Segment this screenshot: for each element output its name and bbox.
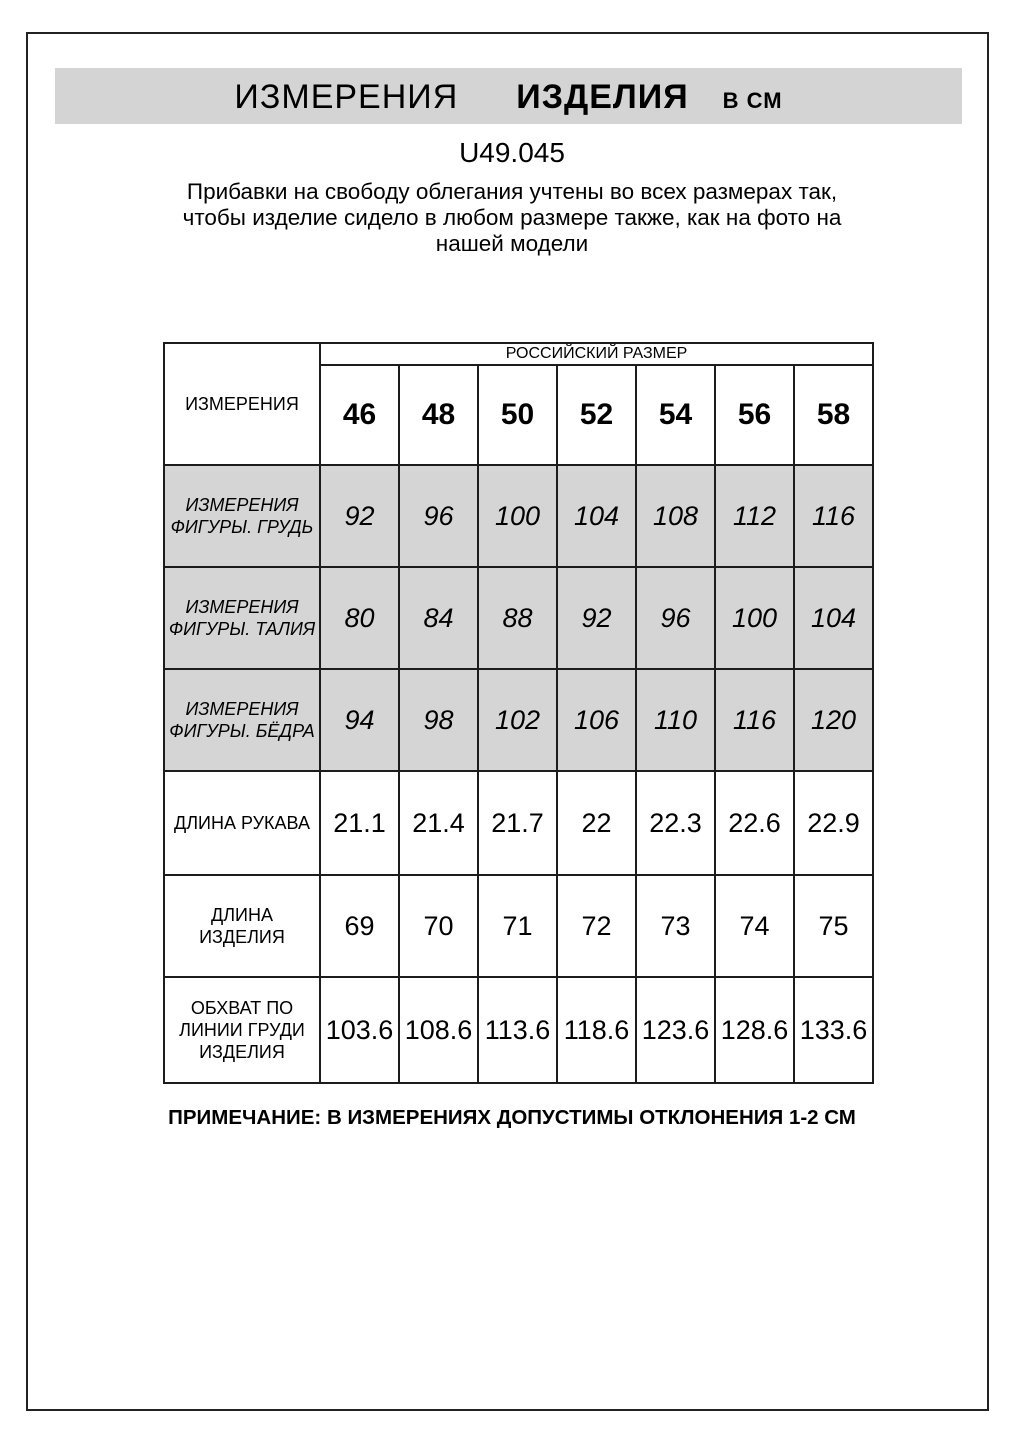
russian-size-header: РОССИЙСКИЙ РАЗМЕР — [320, 343, 873, 365]
size-table — [163, 342, 874, 1084]
title-unit: В СМ — [722, 88, 783, 113]
value-cell: 69 — [320, 875, 399, 977]
title-banner — [55, 68, 962, 124]
value-cell: 22 — [557, 771, 636, 875]
value-cell: 113.6 — [478, 977, 557, 1083]
value-cell: 116 — [794, 465, 873, 567]
row-label: ОБХВАТ ПО ЛИНИИ ГРУДИ ИЗДЕЛИЯ — [164, 977, 320, 1083]
value-cell: 96 — [636, 567, 715, 669]
intro-text: Прибавки на свободу облегания учтены во всех размерах так, чтобы изделие сидело в любом размере также, как на фото на нашей модели — [182, 179, 842, 256]
value-cell: 94 — [320, 669, 399, 771]
value-cell: 120 — [794, 669, 873, 771]
note-text: ПРИМЕЧАНИЕ: В ИЗМЕРЕНИЯХ ДОПУСТИМЫ ОТКЛОНЕНИЯ 1-2 СМ — [168, 1106, 856, 1129]
size-group-row — [164, 343, 873, 365]
size-col-header: 54 — [636, 365, 715, 465]
size-table-head — [164, 343, 873, 465]
value-cell: 112 — [715, 465, 794, 567]
size-col-header: 58 — [794, 365, 873, 465]
value-cell: 108.6 — [399, 977, 478, 1083]
value-cell: 106 — [557, 669, 636, 771]
value-cell: 116 — [715, 669, 794, 771]
value-cell: 21.1 — [320, 771, 399, 875]
value-cell: 92 — [320, 465, 399, 567]
value-cell: 70 — [399, 875, 478, 977]
value-cell: 74 — [715, 875, 794, 977]
value-cell: 133.6 — [794, 977, 873, 1083]
value-cell: 103.6 — [320, 977, 399, 1083]
size-col-header: 52 — [557, 365, 636, 465]
size-col-header: 48 — [399, 365, 478, 465]
value-cell: 84 — [399, 567, 478, 669]
value-cell: 22.6 — [715, 771, 794, 875]
value-cell: 21.4 — [399, 771, 478, 875]
value-cell: 118.6 — [557, 977, 636, 1083]
value-cell: 75 — [794, 875, 873, 977]
size-col-header: 50 — [478, 365, 557, 465]
value-cell: 100 — [478, 465, 557, 567]
size-col-header: 56 — [715, 365, 794, 465]
value-cell: 100 — [715, 567, 794, 669]
value-cell: 71 — [478, 875, 557, 977]
table-row — [164, 669, 873, 771]
table-row — [164, 771, 873, 875]
value-cell: 104 — [557, 465, 636, 567]
size-col-header: 46 — [320, 365, 399, 465]
value-cell: 21.7 — [478, 771, 557, 875]
measurements-corner-cell: ИЗМЕРЕНИЯ — [164, 343, 320, 465]
value-cell: 88 — [478, 567, 557, 669]
value-cell: 96 — [399, 465, 478, 567]
value-cell: 102 — [478, 669, 557, 771]
value-cell: 108 — [636, 465, 715, 567]
row-label: ИЗМЕРЕНИЯ ФИГУРЫ. ТАЛИЯ — [164, 567, 320, 669]
table-row — [164, 875, 873, 977]
value-cell: 123.6 — [636, 977, 715, 1083]
size-table-body — [164, 465, 873, 1083]
row-label: ИЗМЕРЕНИЯ ФИГУРЫ. БЁДРА — [164, 669, 320, 771]
value-cell: 92 — [557, 567, 636, 669]
value-cell: 98 — [399, 669, 478, 771]
product-code: U49.045 — [459, 137, 565, 168]
value-cell: 128.6 — [715, 977, 794, 1083]
row-label: ИЗМЕРЕНИЯ ФИГУРЫ. ГРУДЬ — [164, 465, 320, 567]
value-cell: 104 — [794, 567, 873, 669]
value-cell: 110 — [636, 669, 715, 771]
table-row — [164, 567, 873, 669]
table-row — [164, 977, 873, 1083]
value-cell: 80 — [320, 567, 399, 669]
value-cell: 73 — [636, 875, 715, 977]
row-label: ДЛИНА ИЗДЕЛИЯ — [164, 875, 320, 977]
table-row — [164, 465, 873, 567]
title-product: ИЗДЕЛИЯ — [516, 78, 689, 116]
value-cell: 22.3 — [636, 771, 715, 875]
value-cell: 72 — [557, 875, 636, 977]
value-cell: 22.9 — [794, 771, 873, 875]
row-label: ДЛИНА РУКАВА — [164, 771, 320, 875]
title-measurements: ИЗМЕРЕНИЯ — [234, 78, 459, 116]
